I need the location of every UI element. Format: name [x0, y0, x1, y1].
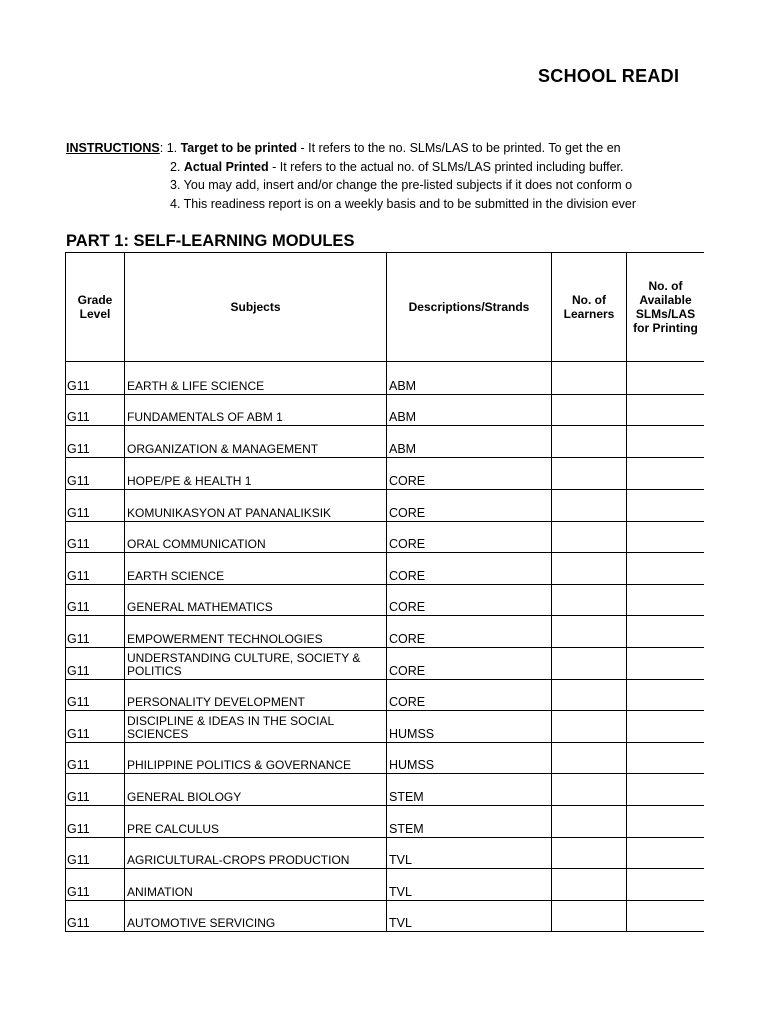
- learners-cell: [552, 585, 627, 616]
- subject-cell: FUNDAMENTALS OF ABM 1: [125, 395, 387, 426]
- table-row: [66, 648, 705, 680]
- grade-cell: G11: [66, 616, 125, 648]
- available-cell: [627, 362, 705, 395]
- table-row: [66, 901, 705, 932]
- grade-cell: G11: [66, 553, 125, 585]
- learners-cell: [552, 743, 627, 774]
- subject-cell: ORGANIZATION & MANAGEMENT: [125, 426, 387, 458]
- learners-cell: [552, 901, 627, 932]
- strand-cell: CORE: [387, 490, 552, 522]
- strand-cell: CORE: [387, 458, 552, 490]
- instruction-2-text: - It refers to the actual no. of SLMs/LAS printed including buffer.: [268, 160, 624, 174]
- learners-cell: [552, 806, 627, 838]
- strand-cell: HUMSS: [387, 743, 552, 774]
- subject-cell: EARTH & LIFE SCIENCE: [125, 362, 387, 395]
- subject-cell: DISCIPLINE & IDEAS IN THE SOCIAL SCIENCES: [125, 711, 387, 743]
- available-cell: [627, 522, 705, 553]
- subject-cell: EARTH SCIENCE: [125, 553, 387, 585]
- table-row: [66, 869, 705, 901]
- grade-cell: G11: [66, 838, 125, 869]
- header-learners: No. of Learners: [552, 253, 627, 362]
- available-cell: [627, 395, 705, 426]
- table-row: [66, 806, 705, 838]
- instruction-item-1: [66, 141, 621, 155]
- strand-cell: CORE: [387, 522, 552, 553]
- strand-cell: ABM: [387, 426, 552, 458]
- strand-cell: ABM: [387, 395, 552, 426]
- header-descriptions: Descriptions/Strands: [387, 253, 552, 362]
- subject-cell: GENERAL BIOLOGY: [125, 774, 387, 806]
- strand-cell: TVL: [387, 869, 552, 901]
- grade-cell: G11: [66, 490, 125, 522]
- instruction-1-text: - It refers to the no. SLMs/LAS to be printed. To get the en: [297, 141, 621, 155]
- grade-cell: G11: [66, 585, 125, 616]
- available-cell: [627, 585, 705, 616]
- grade-cell: G11: [66, 869, 125, 901]
- available-cell: [627, 648, 705, 680]
- grade-cell: G11: [66, 680, 125, 711]
- learners-cell: [552, 616, 627, 648]
- table-row: [66, 680, 705, 711]
- subject-cell: ANIMATION: [125, 869, 387, 901]
- learners-cell: [552, 648, 627, 680]
- subject-cell: PERSONALITY DEVELOPMENT: [125, 680, 387, 711]
- table-row: [66, 490, 705, 522]
- learners-cell: [552, 838, 627, 869]
- instructions-label: INSTRUCTIONS: [66, 141, 160, 155]
- instruction-item-2: [170, 160, 623, 174]
- learners-cell: [552, 869, 627, 901]
- strand-cell: TVL: [387, 901, 552, 932]
- header-subjects: Subjects: [125, 253, 387, 362]
- strand-cell: CORE: [387, 553, 552, 585]
- grade-cell: G11: [66, 901, 125, 932]
- learners-cell: [552, 490, 627, 522]
- instruction-item-3: 3. You may add, insert and/or change the pre-listed subjects if it does not conform o: [170, 178, 633, 192]
- grade-cell: G11: [66, 774, 125, 806]
- table-row: [66, 585, 705, 616]
- table-row: [66, 616, 705, 648]
- grade-cell: G11: [66, 711, 125, 743]
- page-clip-edge: [704, 0, 768, 1024]
- table-row: [66, 458, 705, 490]
- strand-cell: HUMSS: [387, 711, 552, 743]
- grade-cell: G11: [66, 458, 125, 490]
- strand-cell: STEM: [387, 774, 552, 806]
- strand-cell: STEM: [387, 806, 552, 838]
- subject-cell: GENERAL MATHEMATICS: [125, 585, 387, 616]
- available-cell: [627, 901, 705, 932]
- table-row: [66, 395, 705, 426]
- learners-cell: [552, 395, 627, 426]
- table-row: [66, 362, 705, 395]
- learners-cell: [552, 680, 627, 711]
- header-available-slms: No. of Available SLMs/LAS for Printing: [627, 253, 705, 362]
- subject-cell: ORAL COMMUNICATION: [125, 522, 387, 553]
- learners-cell: [552, 458, 627, 490]
- grade-cell: G11: [66, 648, 125, 680]
- table-row: [66, 553, 705, 585]
- available-cell: [627, 553, 705, 585]
- grade-cell: G11: [66, 743, 125, 774]
- learners-cell: [552, 711, 627, 743]
- available-cell: [627, 743, 705, 774]
- grade-cell: G11: [66, 522, 125, 553]
- table-header-row: [66, 253, 705, 362]
- available-cell: [627, 869, 705, 901]
- available-cell: [627, 711, 705, 743]
- learners-cell: [552, 522, 627, 553]
- strand-cell: CORE: [387, 585, 552, 616]
- available-cell: [627, 680, 705, 711]
- available-cell: [627, 774, 705, 806]
- instruction-2-term: Actual Printed: [183, 160, 269, 174]
- learners-cell: [552, 553, 627, 585]
- subject-cell: PRE CALCULUS: [125, 806, 387, 838]
- table-row: [66, 711, 705, 743]
- available-cell: [627, 426, 705, 458]
- table-row: [66, 522, 705, 553]
- table-row: [66, 838, 705, 869]
- instruction-item-4: 4. This readiness report is on a weekly basis and to be submitted in the division ever: [170, 197, 636, 211]
- learners-cell: [552, 774, 627, 806]
- available-cell: [627, 806, 705, 838]
- instruction-1-term: Target to be printed: [180, 141, 298, 155]
- part1-title: PART 1: SELF-LEARNING MODULES: [66, 232, 355, 250]
- strand-cell: CORE: [387, 680, 552, 711]
- document-title: SCHOOL READI: [538, 66, 680, 86]
- available-cell: [627, 838, 705, 869]
- strand-cell: CORE: [387, 616, 552, 648]
- strand-cell: ABM: [387, 362, 552, 395]
- modules-table: [65, 252, 705, 932]
- grade-cell: G11: [66, 362, 125, 395]
- instruction-2-number: 2.: [170, 160, 184, 174]
- grade-cell: G11: [66, 806, 125, 838]
- strand-cell: CORE: [387, 648, 552, 680]
- subject-cell: UNDERSTANDING CULTURE, SOCIETY & POLITICS: [125, 648, 387, 680]
- available-cell: [627, 490, 705, 522]
- subject-cell: AGRICULTURAL-CROPS PRODUCTION: [125, 838, 387, 869]
- subject-cell: PHILIPPINE POLITICS & GOVERNANCE: [125, 743, 387, 774]
- available-cell: [627, 458, 705, 490]
- instruction-1-number: : 1.: [159, 141, 181, 155]
- learners-cell: [552, 426, 627, 458]
- subject-cell: EMPOWERMENT TECHNOLOGIES: [125, 616, 387, 648]
- grade-cell: G11: [66, 426, 125, 458]
- subject-cell: AUTOMOTIVE SERVICING: [125, 901, 387, 932]
- table-row: [66, 774, 705, 806]
- strand-cell: TVL: [387, 838, 552, 869]
- table-body: [66, 362, 705, 932]
- header-grade-level: Grade Level: [66, 253, 125, 362]
- available-cell: [627, 616, 705, 648]
- table-row: [66, 743, 705, 774]
- subject-cell: HOPE/PE & HEALTH 1: [125, 458, 387, 490]
- learners-cell: [552, 362, 627, 395]
- subject-cell: KOMUNIKASYON AT PANANALIKSIK: [125, 490, 387, 522]
- table-row: [66, 426, 705, 458]
- grade-cell: G11: [66, 395, 125, 426]
